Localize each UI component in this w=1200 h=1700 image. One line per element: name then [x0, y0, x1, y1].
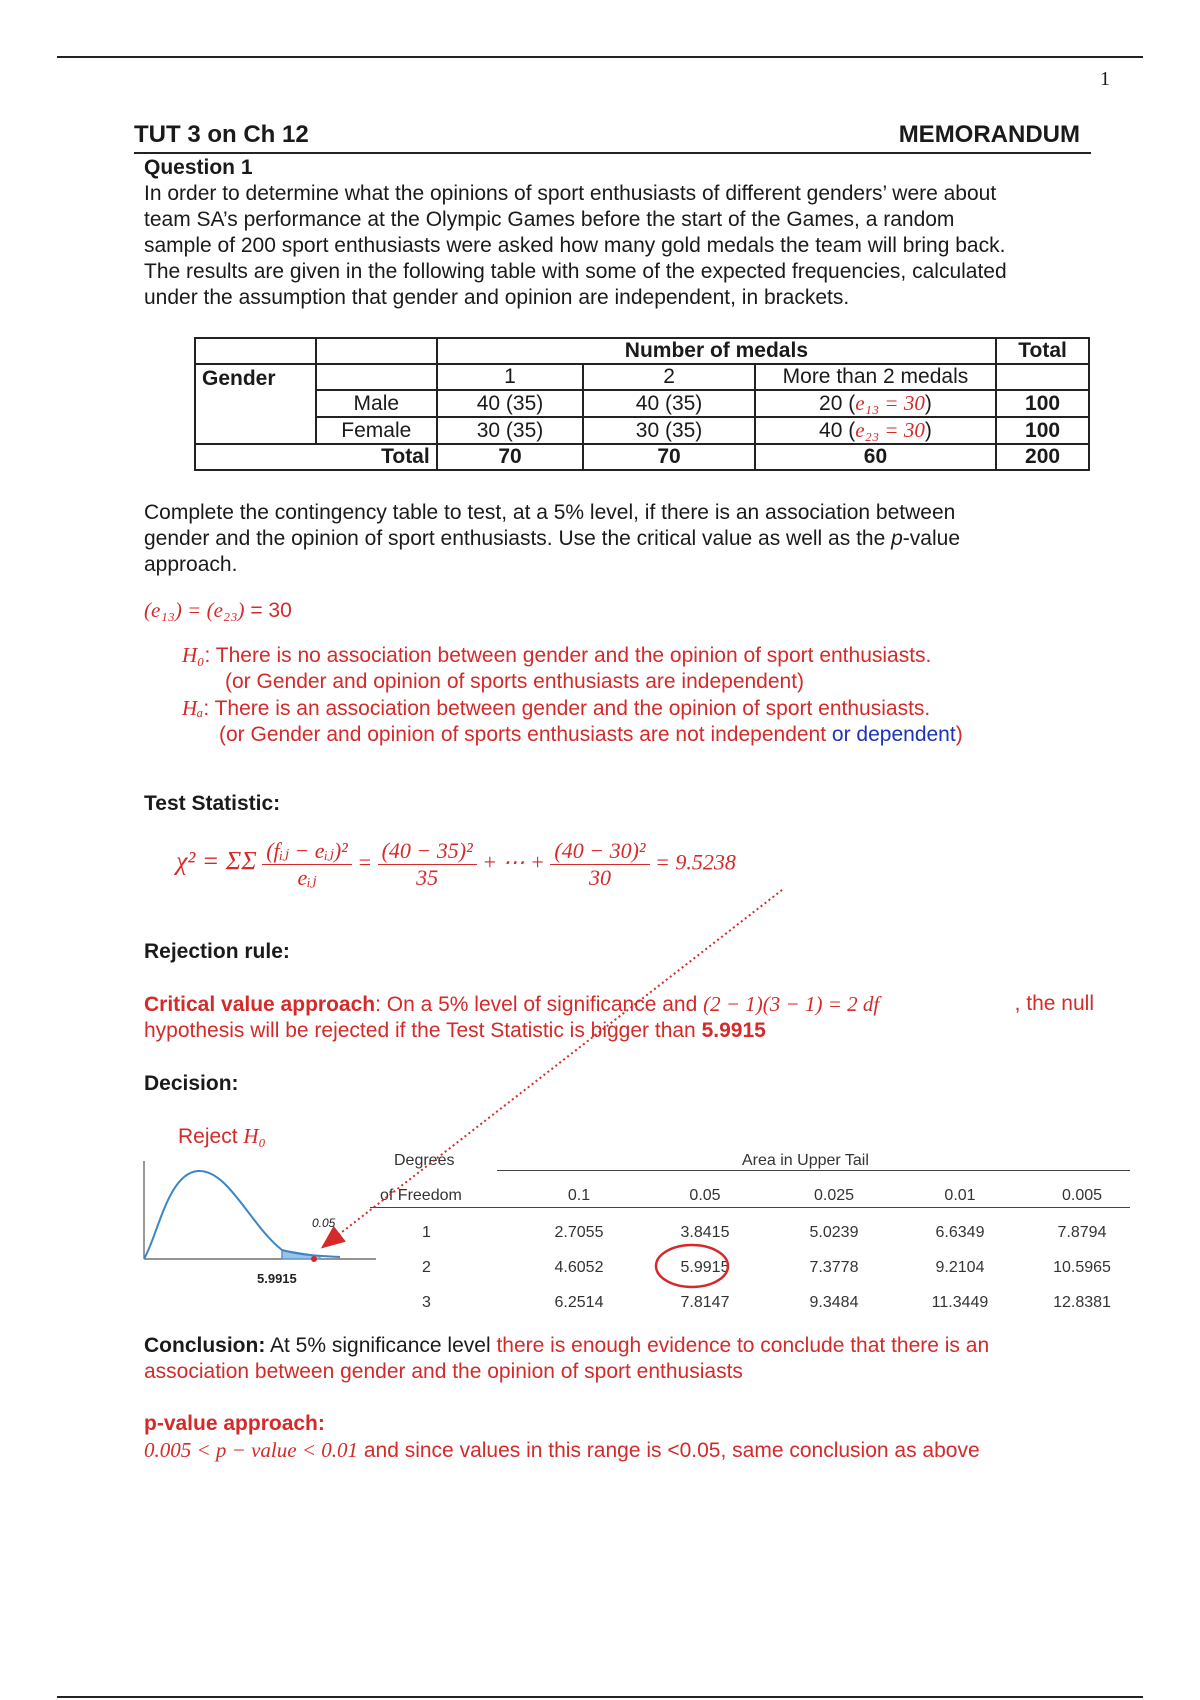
task-line: approach.	[144, 553, 238, 576]
value-cell: 3.8415	[680, 1224, 730, 1241]
rejection-line1: : On a 5% level of significance and	[375, 993, 704, 1016]
df-cell: 3	[422, 1294, 431, 1311]
pvalue-title: p-value approach:	[144, 1412, 325, 1435]
header-freedom: of Freedom	[380, 1187, 462, 1204]
column-header: 0.01	[944, 1187, 976, 1204]
page-number: 1	[1100, 68, 1110, 90]
conclusion-black: At 5% significance level	[265, 1334, 497, 1357]
frac-den: 35	[416, 865, 439, 890]
task-line-text: gender and the opinion of sport enthusiasts. Use the critical value as well as the	[144, 527, 892, 550]
critical-value-label: Critical value approach	[144, 993, 376, 1016]
value-cell: 7.8794	[1057, 1224, 1107, 1241]
cell-close: )	[924, 419, 932, 442]
question-line: In order to determine what the opinions of sport enthusiasts of different genders’ were about	[144, 182, 997, 205]
decision-title: Decision:	[144, 1072, 239, 1095]
reject-symbol: H₀	[243, 1124, 266, 1148]
header-number-of-medals: Number of medals	[437, 338, 996, 364]
ellipsis: + ⋯ +	[482, 849, 545, 875]
row-total: 100	[996, 390, 1089, 417]
value-cell: 7.8147	[680, 1294, 730, 1311]
ha-alt-red: (or Gender and opinion of sports enthusiasts are not independent	[219, 723, 832, 746]
frac-num: (40 − 35)²	[378, 838, 477, 865]
cell: 40 (35)	[583, 390, 754, 417]
value-cell: 12.8381	[1053, 1294, 1111, 1311]
value-cell: 4.6052	[554, 1259, 604, 1276]
cell-value: 20 (	[819, 392, 856, 415]
row-label: Total	[316, 444, 437, 470]
column-header: 0.05	[689, 1187, 721, 1204]
value-cell: 6.2514	[554, 1294, 604, 1311]
conclusion-label: Conclusion:	[144, 1334, 266, 1357]
ha-symbol: Hₐ	[182, 696, 204, 720]
rejection-line2: hypothesis will be rejected if the Test Statistic is bigger than	[144, 1019, 702, 1042]
column-header: 0.025	[813, 1187, 855, 1204]
cell: 30 (35)	[583, 417, 754, 444]
rejection-line1-end: , the null	[1014, 992, 1094, 1015]
bottom-rule	[57, 1696, 1143, 1698]
equals: =	[357, 849, 373, 875]
value-cell: 2.7055	[554, 1224, 604, 1241]
column-header: 0.1	[567, 1187, 591, 1204]
highlight-circle	[656, 1245, 728, 1287]
h0-text: : There is no association between gender and the opinion of sport enthusiasts.	[204, 644, 932, 667]
question-line: under the assumption that gender and opinion are independent, in brackets.	[144, 286, 850, 309]
column-header: 1	[437, 364, 584, 390]
pvalue-expr: 0.005 < p − value < 0.01	[144, 1438, 358, 1462]
task-p: p	[891, 527, 903, 550]
h0-symbol: H₀	[182, 643, 205, 667]
question-line: sample of 200 sport enthusiasts were asked how many gold medals the team will bring back.	[144, 234, 1006, 257]
conclusion-red-1: there is enough evidence to conclude that there is an	[496, 1334, 990, 1357]
header-degrees: Degrees	[394, 1152, 455, 1169]
task-line-suffix: -value	[902, 527, 960, 550]
cell: 30 (35)	[437, 417, 584, 444]
expected-expr: e₂₃ = 30	[855, 418, 925, 442]
chi-result: = 9.5238	[655, 849, 736, 875]
doc-title: TUT 3 on Ch 12	[134, 121, 309, 148]
pvalue-text	[144, 1437, 1124, 1464]
value-cell-highlighted: 5.9915	[680, 1259, 730, 1276]
conclusion	[144, 1333, 1104, 1385]
column-header: 0.005	[1061, 1187, 1103, 1204]
frac-den: eᵢⱼ	[297, 865, 317, 890]
conclusion-line-1	[144, 1333, 1104, 1359]
cell: 70	[437, 444, 584, 470]
column-header: 2	[583, 364, 754, 390]
value-cell: 11.3449	[931, 1294, 989, 1311]
question-line: The results are given in the following table with some of the expected frequencies, calculated	[144, 260, 1007, 283]
value-cell: 5.0239	[809, 1224, 859, 1241]
test-statistic-title: Test Statistic:	[144, 792, 281, 815]
value-cell: 9.2104	[935, 1259, 985, 1276]
value-cell: 7.3778	[809, 1259, 859, 1276]
cell-close: )	[924, 392, 932, 415]
cell: 70	[583, 444, 754, 470]
value-cell: 9.3484	[809, 1294, 859, 1311]
row-label: Male	[316, 390, 437, 417]
expected-expr: e₁₃ = 30	[855, 391, 925, 415]
cell: 60	[755, 444, 996, 470]
h0-alt: (or Gender and opinion of sports enthusiasts are independent)	[225, 670, 805, 693]
tail-area-label: 0.05	[312, 1216, 336, 1230]
frac-num: (40 − 30)²	[550, 838, 649, 865]
pvalue-line: and since values in this range is <0.05, same conclusion as above	[358, 1439, 980, 1462]
value-cell: 6.6349	[935, 1224, 985, 1241]
reject-text: Reject	[178, 1125, 244, 1148]
critical-label: 5.9915	[257, 1271, 297, 1286]
chi-lhs: χ² = ΣΣ	[176, 846, 257, 876]
annotation-arrow	[324, 890, 782, 1246]
ha-text: : There is an association between gender and the opinion of sport enthusiasts.	[203, 697, 931, 720]
expected-expr: (e₁₃) = (e₂₃)	[144, 598, 245, 622]
column-header: More than 2 medals	[755, 364, 996, 390]
df-cell: 1	[422, 1224, 431, 1241]
critical-value: 5.9915	[701, 1019, 766, 1042]
doc-type: MEMORANDUM	[898, 121, 1080, 148]
row-label-gender: Gender	[195, 364, 316, 444]
question-title: Question 1	[144, 156, 253, 179]
row-total: 100	[996, 417, 1089, 444]
ha-alt-close: )	[955, 723, 963, 746]
ha-alt-blue: or dependent	[831, 723, 956, 746]
header-total: Total	[996, 338, 1089, 364]
conclusion-red-2: association between gender and the opinion of sport enthusiasts	[144, 1360, 743, 1383]
cell: 40 (35)	[437, 390, 584, 417]
rejection-title: Rejection rule:	[144, 940, 290, 963]
df-cell: 2	[422, 1259, 431, 1276]
task-line: Complete the contingency table to test, at a 5% level, if there is an association between	[144, 501, 956, 524]
row-label: Female	[316, 417, 437, 444]
question-line: team SA’s performance at the Olympic Games before the start of the Games, a random	[144, 208, 955, 231]
value-cell: 10.5965	[1053, 1259, 1111, 1276]
cell: 200	[996, 444, 1089, 470]
header-area: Area in Upper Tail	[742, 1152, 869, 1169]
df-expr: (2 − 1)(3 − 1) = 2 df	[703, 992, 880, 1016]
frac-den: 30	[588, 865, 611, 890]
expected-value: = 30	[244, 599, 292, 622]
cell-value: 40 (	[819, 419, 856, 442]
frac-num: (fᵢⱼ − eᵢⱼ)²	[262, 838, 352, 865]
